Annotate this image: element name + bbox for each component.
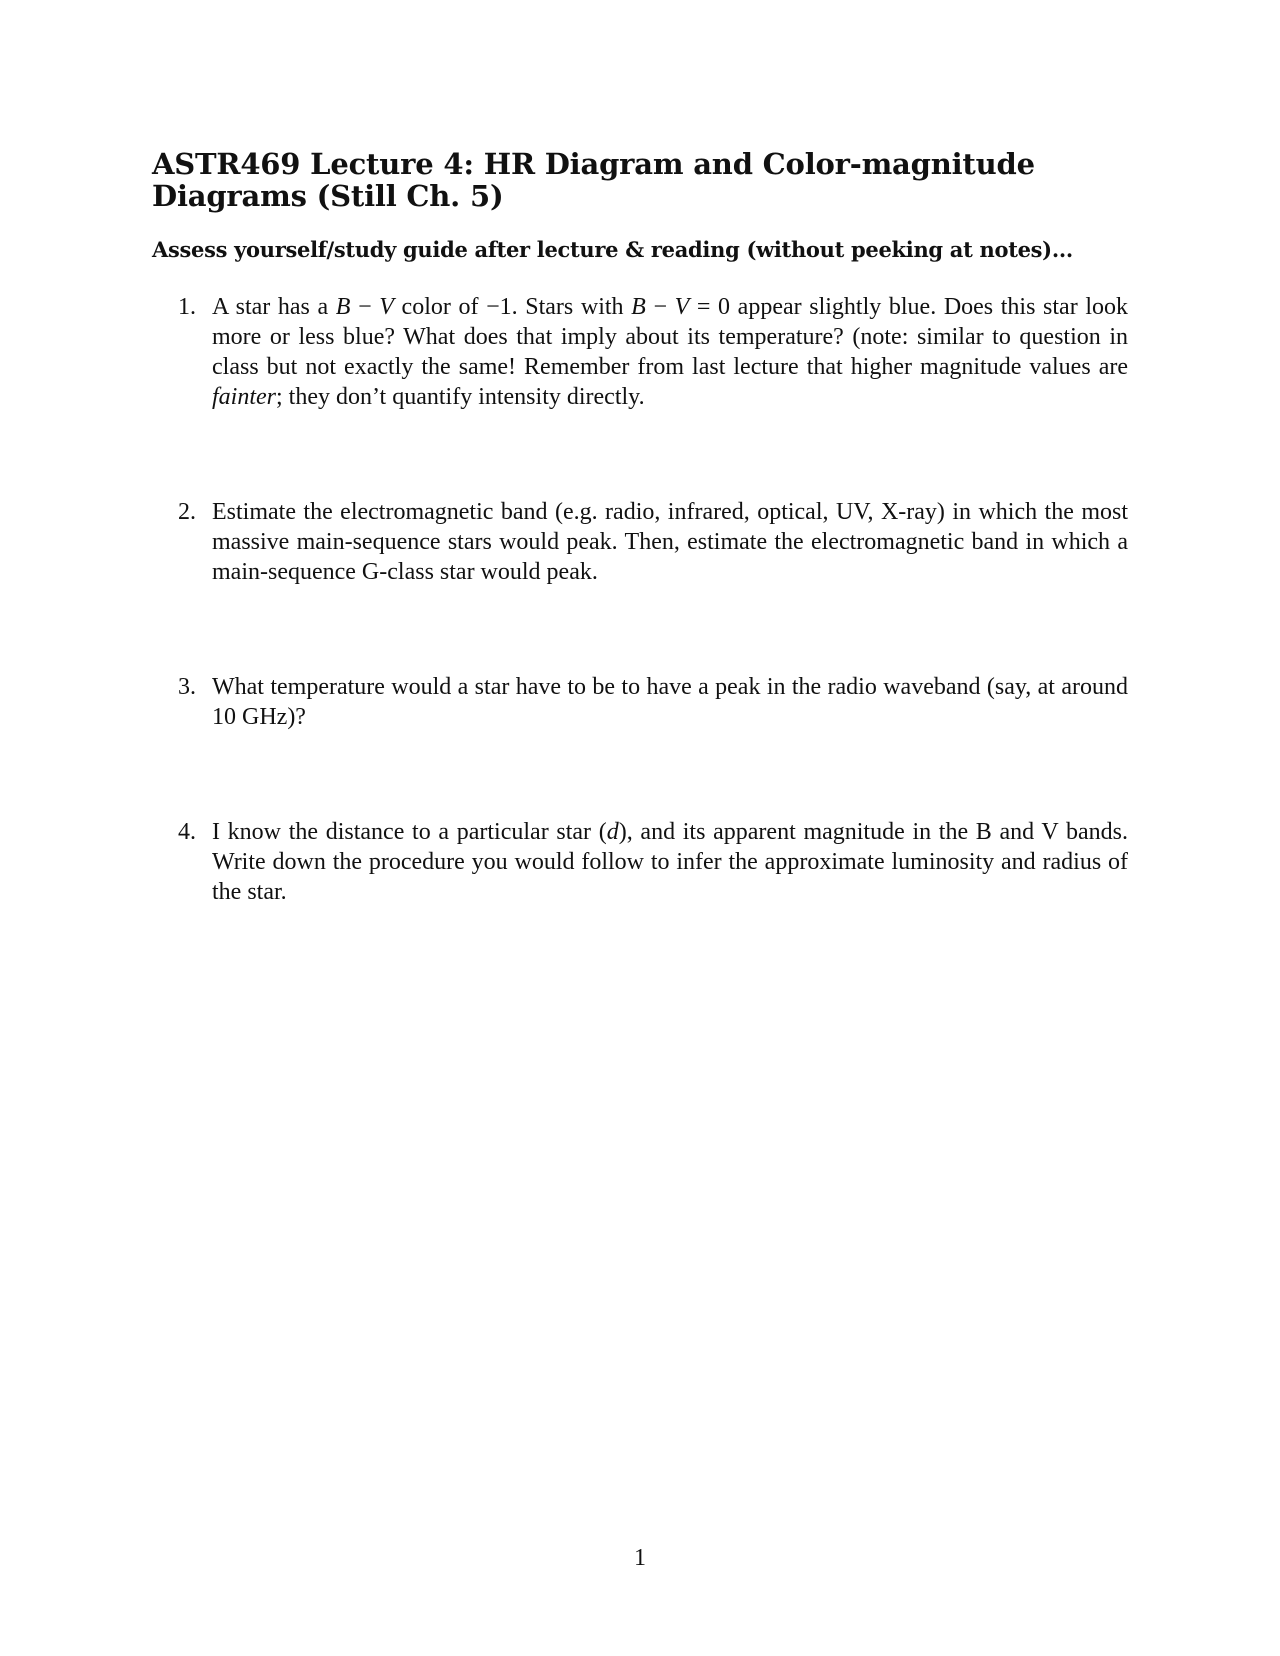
text-run: − xyxy=(350,294,380,320)
question-number: 4. xyxy=(178,819,196,845)
math-var: V xyxy=(674,294,690,320)
question-text xyxy=(212,292,1128,412)
math-var: B xyxy=(631,294,646,320)
math-var: V xyxy=(379,294,394,320)
text-run: − xyxy=(645,294,675,320)
page-number: 1 xyxy=(634,1545,646,1571)
text-run: color of −1. Stars with xyxy=(393,294,632,320)
math-var: B xyxy=(335,294,351,320)
text-run: ; they don’t quantify intensity directly. xyxy=(276,384,645,410)
study-guide-heading: Assess yourself/study guide after lecture & reading (without peeking at notes)... xyxy=(152,237,1073,262)
question-number: 1. xyxy=(178,294,196,320)
text-run: = 0 appear slightly blue. Does this star look more or less blue? What does that imply about its temperature? (note: similar to question in class but not exactly the same! Remember from last lecture that higher magnitude values are xyxy=(212,294,1128,380)
emphasis-text: fainter xyxy=(212,384,276,410)
text-run: ), and its apparent magnitude in the B and V bands. Write down the procedure you would follow to infer the approximate luminosity and radius of the star. xyxy=(212,819,1129,905)
question-1 xyxy=(178,292,1128,412)
question-2 xyxy=(178,497,1128,587)
math-var: d xyxy=(606,819,619,845)
question-text: What temperature would a star have to be to have a peak in the radio waveband (say, at around 10 GHz)? xyxy=(212,674,1128,730)
question-4 xyxy=(178,817,1128,907)
question-text xyxy=(212,817,1128,907)
question-number: 2. xyxy=(178,499,196,525)
question-3 xyxy=(178,672,1128,732)
page-title: ASTR469 Lecture 4: HR Diagram and Color-magnitude Diagrams (Still Ch. 5) xyxy=(152,147,1035,213)
question-text: Estimate the electromagnetic band (e.g. radio, infrared, optical, UV, X-ray) in which the most massive main-sequence stars would peak. Then, estimate the electromagnetic band in which a main-sequence G-class star would peak. xyxy=(212,499,1128,585)
text-run: A star has a xyxy=(212,294,336,320)
text-run: I know the distance to a particular star ( xyxy=(212,819,607,845)
question-number: 3. xyxy=(178,674,196,700)
